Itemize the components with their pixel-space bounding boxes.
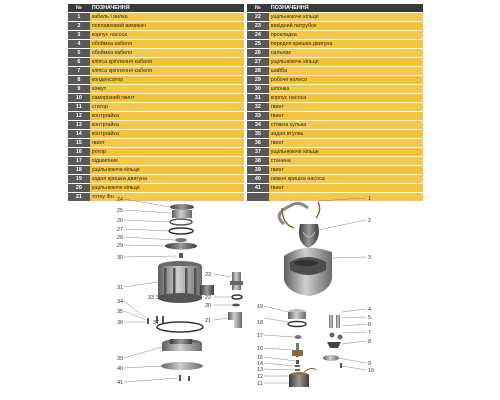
part-number: 24	[247, 31, 269, 40]
callout-33: 33	[148, 295, 155, 301]
part-number: 28	[247, 67, 269, 76]
part-name: гвинт	[90, 139, 244, 148]
part-number: 1	[68, 13, 90, 22]
callout-5: 5	[368, 315, 372, 321]
part-name: вихідний патрубок	[269, 22, 423, 31]
part-number: 41	[247, 184, 269, 193]
part-number: 10	[68, 94, 90, 103]
part-number: 8	[68, 76, 90, 85]
part-screw-10	[340, 363, 342, 368]
part-name: гвинт	[269, 103, 423, 112]
part-name: прокладка	[269, 31, 423, 40]
part-screw-15	[296, 360, 299, 364]
callout-37: 37	[153, 320, 160, 326]
callout-26: 26	[117, 218, 124, 224]
part-number: 32	[247, 103, 269, 112]
part-name: шайба	[269, 67, 423, 76]
part-number: 37	[247, 148, 269, 157]
callout-31: 31	[117, 285, 124, 291]
part-bearing	[295, 335, 302, 339]
header-num: №	[247, 4, 269, 13]
callout-14: 14	[257, 361, 264, 367]
callout-41: 41	[117, 380, 124, 386]
callout-30: 30	[117, 255, 124, 261]
part-capacitor	[327, 342, 341, 348]
callout-24: 24	[117, 197, 124, 203]
part-number: 6	[68, 58, 90, 67]
part-name: хомут	[90, 85, 244, 94]
part-name: статор	[90, 103, 244, 112]
part-number: 36	[247, 139, 269, 148]
part-number: 17	[68, 157, 90, 166]
part-number: 38	[247, 157, 269, 166]
part-number: 2	[68, 22, 90, 31]
part-outlet-pipe	[230, 272, 243, 290]
callout-12: 12	[257, 374, 264, 380]
part-name: кліпса кріплення кабеля	[90, 67, 244, 76]
part-number: 35	[247, 130, 269, 139]
part-name: стяжна кулька	[269, 121, 423, 130]
part-seal	[170, 219, 192, 225]
part-front-cover	[172, 210, 192, 218]
part-float-switch	[299, 202, 320, 248]
header-name: ПОЗНАЧЕННЯ	[269, 4, 423, 13]
part-name: гвинт	[269, 166, 423, 175]
part-number: 7	[68, 67, 90, 76]
part-stator	[289, 368, 316, 387]
part-number: 11	[68, 103, 90, 112]
part-clip-7	[338, 335, 343, 340]
callout-36: 36	[117, 320, 124, 326]
part-oring-18	[288, 322, 306, 327]
part-name: корпус насоса	[90, 31, 244, 40]
callout-1: 1	[368, 196, 372, 202]
part-clamp	[323, 355, 339, 361]
callout-27: 27	[117, 227, 124, 233]
part-name: сальник	[269, 49, 423, 58]
part-oring-22	[232, 295, 242, 299]
part-clip-6	[330, 333, 335, 338]
part-name: саморізний гвинт	[90, 94, 244, 103]
part-number: 27	[247, 58, 269, 67]
callout-8: 8	[368, 339, 372, 345]
part-name: ущільнююче кільце	[269, 148, 423, 157]
part-number: 12	[68, 112, 90, 121]
part-number: 33	[247, 112, 269, 121]
callout-35: 35	[117, 309, 124, 315]
part-name: робоче колесо	[269, 76, 423, 85]
callout-18: 18	[257, 320, 264, 326]
part-gasket-cap	[170, 204, 194, 210]
part-cable-plug	[279, 203, 308, 224]
callout-39: 39	[117, 356, 124, 362]
callout-7: 7	[368, 330, 372, 336]
part-bottom-cover	[161, 362, 203, 370]
part-cable-sleeve-5	[336, 315, 340, 328]
callout-22: 22	[205, 295, 212, 301]
part-number: 22	[247, 13, 269, 22]
part-rotor	[292, 343, 303, 357]
part-name: поплавковий вимикач	[90, 22, 244, 31]
part-name: кабель і вилка	[90, 13, 244, 22]
callout-40: 40	[117, 366, 124, 372]
part-number: 15	[68, 139, 90, 148]
callout-13: 13	[257, 367, 264, 373]
callout-15: 15	[257, 355, 264, 361]
part-number: 30	[247, 85, 269, 94]
part-impeller	[165, 243, 197, 250]
callout-34: 34	[117, 299, 124, 305]
part-number: 3	[68, 31, 90, 40]
callout-19: 19	[257, 304, 264, 310]
part-name: шпонка	[269, 85, 423, 94]
part-screw-41	[179, 375, 181, 381]
part-name: ущільнююче кільце	[269, 58, 423, 67]
part-number: 34	[247, 121, 269, 130]
part-rear-cover	[288, 309, 306, 319]
part-screw-33	[162, 316, 164, 323]
part-washer-28	[175, 238, 187, 242]
part-name: задня втулка	[269, 130, 423, 139]
part-name: ротор	[90, 148, 244, 157]
part-name: контргайка	[90, 112, 244, 121]
part-oring-27	[169, 228, 193, 234]
callout-23: 23	[205, 272, 212, 278]
part-name: тотну Фн	[90, 193, 244, 202]
part-oring-20	[232, 304, 240, 307]
part-number: 19	[68, 175, 90, 184]
callout-11: 11	[257, 381, 263, 387]
part-name: обоймка кабеля	[90, 49, 244, 58]
callout-28: 28	[117, 235, 124, 241]
callout-6: 6	[368, 322, 372, 328]
part-elbow	[228, 312, 242, 328]
part-name: підшипник	[90, 157, 244, 166]
part-number: 26	[247, 49, 269, 58]
part-number: 23	[247, 22, 269, 31]
part-name: конденсатор	[90, 76, 244, 85]
part-number: 16	[68, 148, 90, 157]
header-name: ПОЗНАЧЕННЯ	[90, 4, 244, 13]
part-name: кліпса кріплення кабеля	[90, 58, 244, 67]
part-number: 4	[68, 40, 90, 49]
part-base	[162, 339, 202, 351]
part-number: 31	[247, 94, 269, 103]
part-number: 40	[247, 175, 269, 184]
part-name: гвинт	[269, 112, 423, 121]
part-oring-37	[157, 322, 203, 332]
part-name: гвинт	[269, 139, 423, 148]
part-number: 21	[68, 193, 90, 202]
part-number: 5	[68, 49, 90, 58]
part-name: ущільнююче кільце	[90, 166, 244, 175]
callout-9: 9	[368, 361, 372, 367]
part-nut-13	[295, 369, 300, 371]
part-motor-housing	[284, 248, 332, 296]
callout-4: 4	[368, 307, 372, 313]
callout-3: 3	[368, 255, 372, 261]
callout-21: 21	[205, 318, 212, 324]
callout-20: 20	[205, 303, 212, 309]
part-number: 25	[247, 40, 269, 49]
part-name: задня кришка двигуна	[90, 175, 244, 184]
part-name: контргайка	[90, 121, 244, 130]
part-number: 13	[68, 121, 90, 130]
part-name: корпус насоса	[269, 94, 423, 103]
callout-25: 25	[117, 208, 124, 214]
part-name: передня кришка двигуна	[269, 40, 423, 49]
callout-2: 2	[368, 218, 372, 224]
callout-16: 16	[257, 346, 264, 352]
right-assembly	[279, 202, 342, 387]
part-name: обоймка кабеля	[90, 40, 244, 49]
part-nut-14	[295, 365, 300, 367]
part-number: 20	[68, 184, 90, 193]
part-screw-36	[147, 318, 149, 324]
callout-29: 29	[117, 243, 124, 249]
part-number: 29	[247, 76, 269, 85]
part-name: контргайка	[90, 130, 244, 139]
part-number: 18	[68, 166, 90, 175]
part-name: гвинт	[269, 184, 423, 193]
part-screw-41b	[188, 376, 190, 381]
part-name: нижня кришка насоса	[269, 175, 423, 184]
part-cable-sleeve-4	[329, 315, 333, 328]
callout-10: 10	[368, 368, 375, 374]
part-number: 9	[68, 85, 90, 94]
part-key	[179, 253, 183, 258]
part-number: 14	[68, 130, 90, 139]
part-name: станина	[269, 157, 423, 166]
header-num: №	[68, 4, 90, 13]
callout-17: 17	[257, 333, 264, 339]
part-name: ущільнююче кільце	[90, 184, 244, 193]
part-number: 39	[247, 166, 269, 175]
part-name: ущільнююче кільце	[269, 13, 423, 22]
callout-32: 32	[156, 295, 163, 301]
